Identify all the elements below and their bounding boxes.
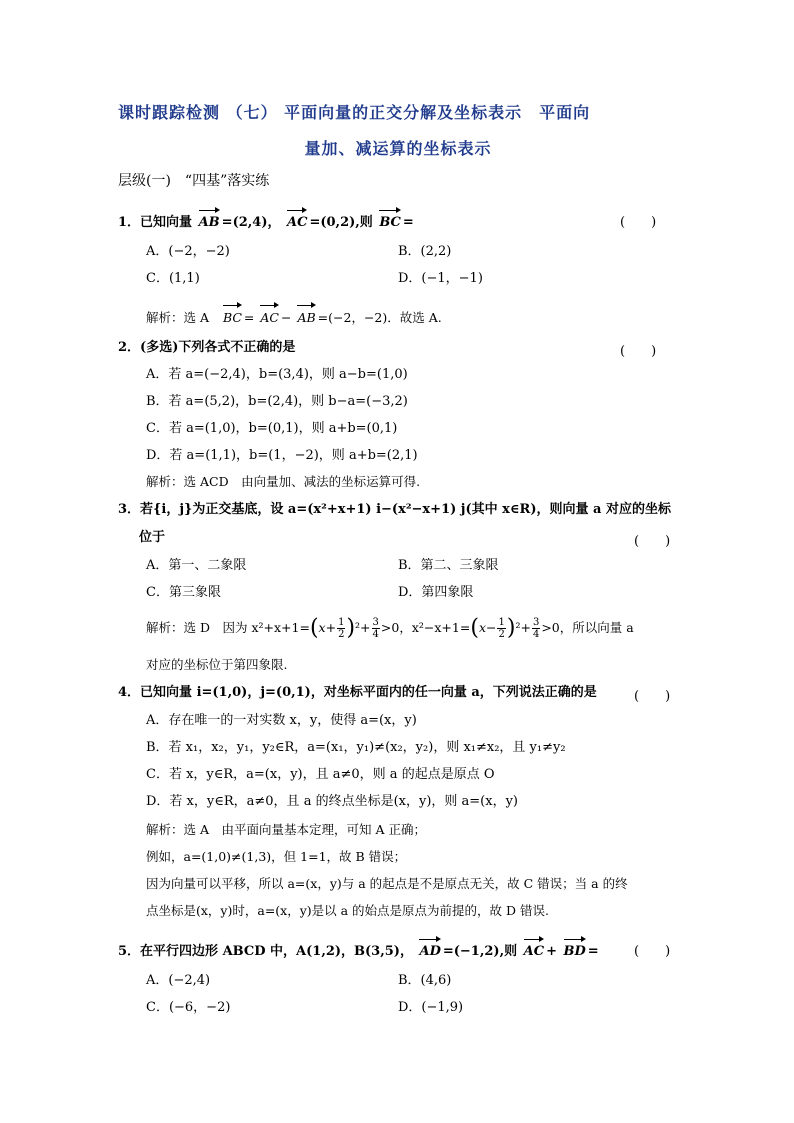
q5-stem: 5．在平行四边形 ABCD 中，A(1,2)，B(3,5)， AD =(−1,2),则 AC + BD = <box>118 936 599 962</box>
q3-stem: 3．若{i，j}为正交基底，设 a=(x²+x+1) i−(x²−x+1) j(其中 x∈R)，则向量 a 对应的坐标 <box>118 502 671 517</box>
q4-answer-paren: ( ) <box>634 689 671 704</box>
q5-answer-paren: ( ) <box>634 944 671 959</box>
q3-option-b: B．第二、三象限 <box>398 558 499 573</box>
q2-option-d: D．若 a=(1,1)，b=(1，−2)，则 a+b=(2,1) <box>146 448 418 463</box>
q3-answer-paren: ( ) <box>634 534 671 549</box>
vector-ad: AD <box>419 936 440 962</box>
q5-option-c: C．(−6，−2) <box>146 1000 231 1015</box>
q2-option-b: B．若 a=(5,2)，b=(2,4)，则 b−a=(−3,2) <box>146 394 408 409</box>
page-title-line1: 课时跟踪检测 （七） 平面向量的正交分解及坐标表示 平面向 <box>118 103 591 122</box>
q3-stem-cont: 位于 <box>139 530 166 545</box>
vector-ac: AC <box>287 207 307 233</box>
q2-option-c: C．若 a=(1,0)，b=(0,1)，则 a+b=(0,1) <box>146 421 398 436</box>
q5-option-b: B．(4,6) <box>398 973 452 988</box>
q5-option-d: D．(−1,9) <box>398 1000 464 1015</box>
q3-option-d: D．第四象限 <box>398 585 474 600</box>
q1-solution: 解析：选 A BC = AC − AB =(−2，−2)．故选 A. <box>146 302 442 328</box>
level-heading: 层级(一) “四基”落实练 <box>118 173 270 189</box>
q3-solution: 解析：选 D 因为 x²+x+1=(x+ $\frac{1}{2}$ )²+ $\frac{3}{4}$ >0，x²−x+1=(x− $\frac{1}{2}$ )²+ $\frac{3}{4}$ >0，所以向量 a <box>146 615 634 641</box>
q4-solution-1: 解析：选 A 由平面向量基本定理，可知 A 正确； <box>146 822 426 837</box>
vector-bc: BC <box>379 207 401 233</box>
q1-option-a: A．(−2，−2) <box>146 244 230 259</box>
q4-option-d: D．若 x，y∈R，a≠0，且 a 的终点坐标是(x，y)，则 a=(x，y) <box>146 794 518 809</box>
q2-stem: 2．(多选)下列各式不正确的是 <box>118 340 296 355</box>
q4-option-b: B．若 x₁，x₂，y₁，y₂∈R，a=(x₁，y₁)≠(x₂，y₂)，则 x₁≠x₂，且 y₁≠y₂ <box>146 740 566 755</box>
q3-solution-cont: 对应的坐标位于第四象限. <box>146 657 288 672</box>
vector-bd: BD <box>564 936 586 962</box>
q3-option-c: C．第三象限 <box>146 585 221 600</box>
vector-ac: AC <box>524 936 544 962</box>
q4-solution-2: 例如，a=(1,0)≠(1,3)，但 1=1，故 B 错误； <box>146 849 407 864</box>
q2-solution: 解析：选 ACD 由向量加、减法的坐标运算可得. <box>146 474 421 489</box>
q4-option-c: C．若 x，y∈R，a=(x，y)，且 a≠0，则 a 的起点是原点 O <box>146 767 495 782</box>
q4-solution-3: 因为向量可以平移，所以 a=(x，y)与 a 的起点是不是原点无关，故 C 错误；当 a 的终 <box>146 876 628 891</box>
q1-option-b: B．(2,2) <box>398 244 452 259</box>
q4-stem: 4．已知向量 i=(1,0)，j=(0,1)，对坐标平面内的任一向量 a，下列说法正确的是 <box>118 685 597 700</box>
q5-option-a: A．(−2,4) <box>146 973 211 988</box>
q3-option-a: A．第一、二象限 <box>146 558 247 573</box>
q2-option-a: A．若 a=(−2,4)，b=(3,4)，则 a−b=(1,0) <box>146 367 408 382</box>
q1-answer-paren: ( ) <box>620 215 657 230</box>
q1-option-d: D．(−1，−1) <box>398 271 483 286</box>
q4-option-a: A．存在唯一的一对实数 x，y，使得 a=(x，y) <box>146 713 417 728</box>
q2-answer-paren: ( ) <box>620 344 657 359</box>
vector-ab: AB <box>199 207 220 233</box>
q1-stem: 1．已知向量 AB =(2,4)， AC =(0,2),则 BC = <box>118 207 414 233</box>
q1-option-c: C．(1,1) <box>146 271 200 286</box>
page-title-line2: 量加、减运算的坐标表示 <box>304 139 492 158</box>
q4-solution-4: 点坐标是(x，y)时，a=(x，y)是以 a 的始点是原点为前提的，故 D 错误. <box>146 903 549 918</box>
